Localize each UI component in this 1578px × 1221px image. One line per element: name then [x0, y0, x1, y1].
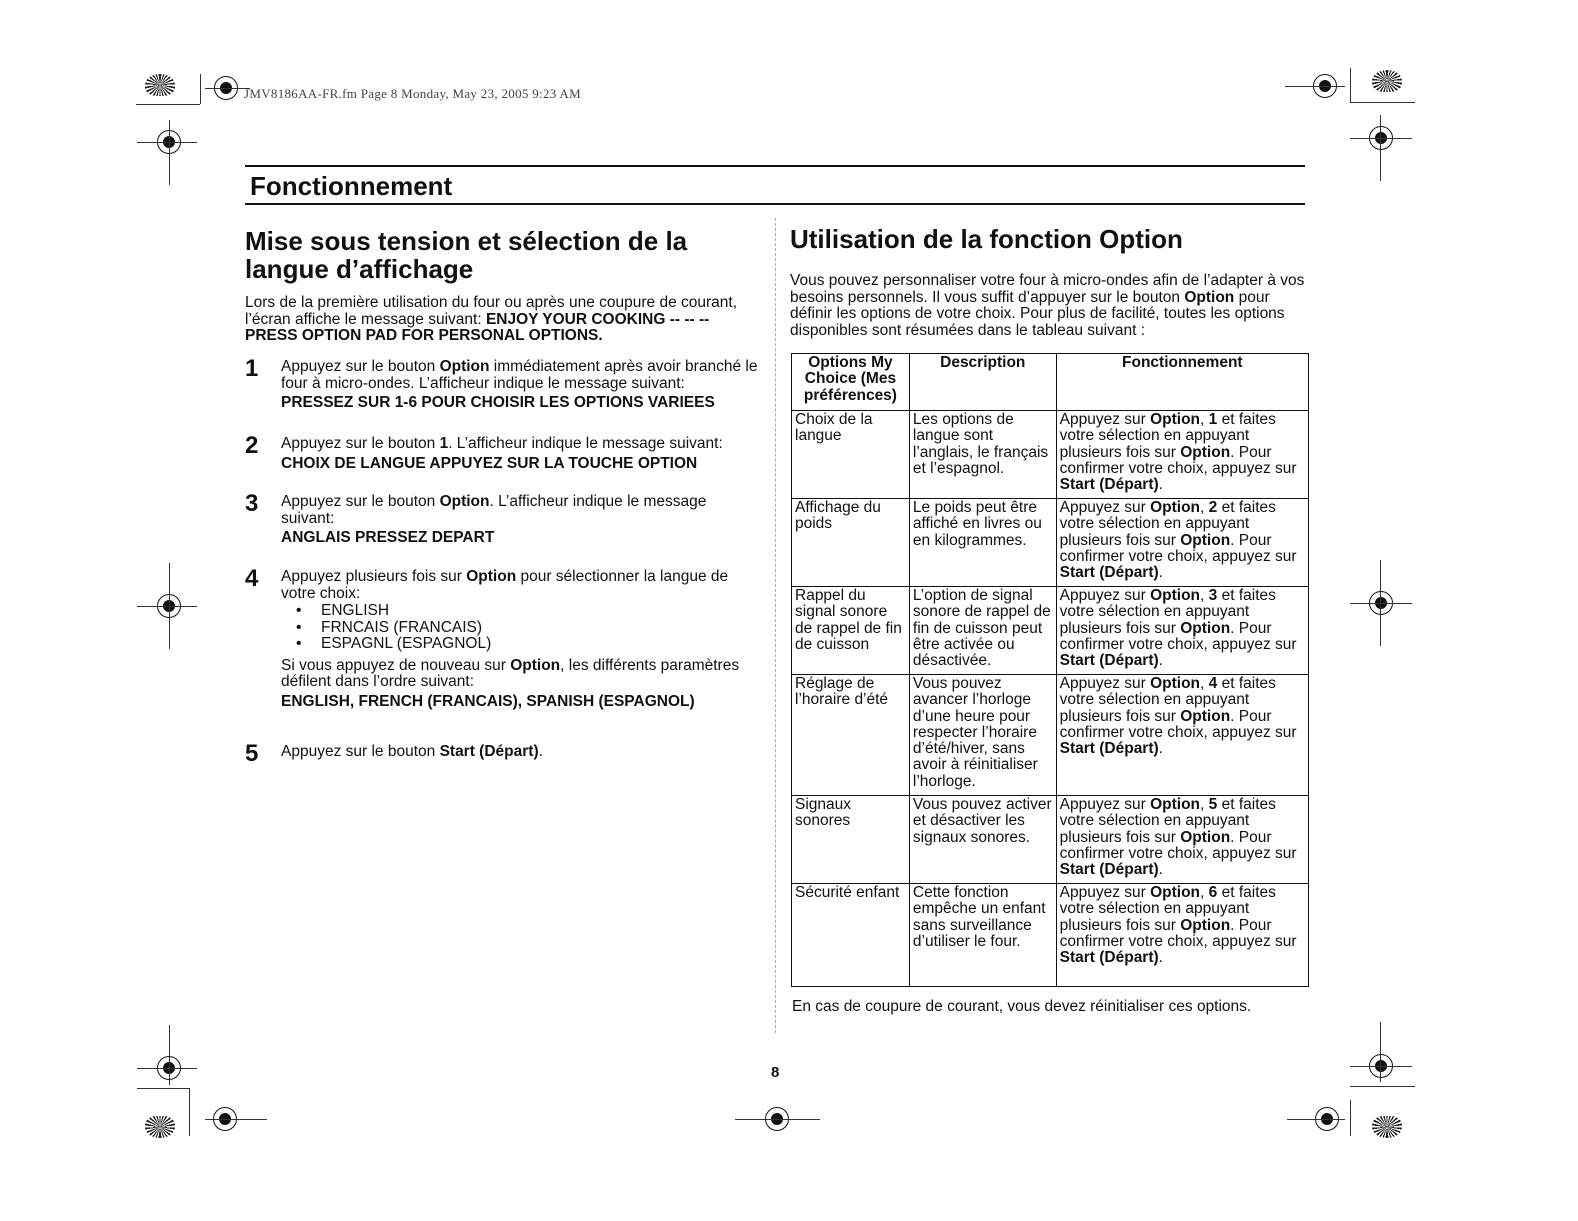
bold-text: Option — [1150, 411, 1201, 428]
text: , — [1200, 675, 1209, 692]
text: Appuyez sur — [1059, 587, 1151, 604]
step-text — [281, 744, 760, 761]
bold-text: 2 — [1208, 499, 1218, 516]
bold-text: Option — [439, 358, 490, 375]
operation-cell — [1056, 884, 1308, 987]
column-header: Fonctionnement — [1056, 354, 1308, 411]
table-row — [792, 675, 1309, 796]
table-row — [792, 796, 1309, 884]
text: . Pour confirmer votre choix, appuyez sur — [1059, 443, 1297, 477]
table-row — [792, 587, 1309, 675]
description-cell: Vous pouvez activer et désactiver les signaux sonores. — [909, 796, 1056, 884]
list-item: • ESPAGNL (ESPAGNOL) — [321, 636, 760, 653]
table-row — [792, 411, 1309, 499]
bold-text: Option — [1150, 884, 1201, 901]
display-message: CHOIX DE LANGUE APPUYEZ SUR LA TOUCHE OPTION — [281, 454, 698, 472]
bold-text: 1 — [439, 435, 449, 452]
operation-cell — [1056, 796, 1308, 884]
text: et faites votre sélection en appuyant plusieurs fois sur — [1059, 587, 1276, 637]
text: et faites votre sélection en appuyant plusieurs fois sur — [1059, 411, 1276, 461]
bold-text: 4 — [1208, 675, 1218, 692]
step-text — [281, 436, 760, 453]
bold-text: Option — [1184, 288, 1235, 306]
bold-text: 1 — [1208, 411, 1218, 428]
bold-text: ENJOY YOUR COOKING -- -- -- PRESS OPTION PAD FOR PERSONAL OPTIONS. — [245, 310, 710, 344]
bold-text: Option — [1180, 531, 1231, 549]
text: Appuyez sur le bouton — [281, 358, 440, 375]
text: Appuyez sur le bouton — [281, 435, 440, 452]
column-header: Description — [909, 354, 1056, 411]
text: , — [1200, 587, 1209, 604]
step-number: 3 — [245, 490, 259, 517]
text: et faites votre sélection en appuyant plusieurs fois sur — [1059, 884, 1276, 934]
left-intro — [245, 295, 765, 345]
bold-text: 5 — [1208, 796, 1218, 813]
text: Appuyez sur — [1059, 796, 1151, 813]
display-message: ANGLAIS PRESSEZ DEPART — [281, 529, 495, 546]
table-row — [792, 884, 1309, 987]
bold-text: Option — [510, 656, 561, 674]
options-table — [791, 353, 1309, 987]
text: . Pour confirmer votre choix, appuyez sur — [1059, 916, 1297, 950]
text: Appuyez sur le bouton — [281, 493, 440, 510]
description-cell: Les options de langue sont l’anglais, le français et l’espagnol. — [909, 411, 1056, 499]
bold-text: Option — [1180, 619, 1231, 637]
text: . — [1158, 564, 1163, 582]
bold-text: Start (Départ) — [439, 743, 539, 760]
bold-text: Start (Départ) — [1059, 652, 1159, 670]
bold-text: Option — [1150, 499, 1201, 516]
page-number: 8 — [771, 1064, 780, 1081]
text: . — [1158, 476, 1163, 494]
column-divider — [775, 218, 776, 1033]
description-cell: L’option de signal sonore de rappel de fin de cuisson peut être activée ou désactivée. — [909, 587, 1056, 675]
text: immédiatement après avoir branché le four à micro-ondes. L’afficheur indique le message suivant: — [281, 358, 758, 392]
bold-text: Option — [1180, 916, 1231, 934]
bold-text: 6 — [1208, 884, 1218, 901]
option-cell: Choix de la langue — [792, 411, 910, 499]
display-message: ENGLISH, FRENCH (FRANCAIS), SPANISH (ESPAGNOL) — [281, 692, 695, 710]
text: . L’afficheur indique le message suivant: — [448, 435, 723, 452]
color-bar-icon — [145, 74, 175, 96]
description-cell: Vous pouvez avancer l’horloge d’une heure pour respecter l’horaire d’été/hiver, sans avoir à réinitialiser l’horloge. — [909, 675, 1056, 796]
option-cell: Signaux sonores — [792, 796, 910, 884]
display-message: PRESSEZ SUR 1-6 POUR CHOISIR LES OPTIONS VARIEES — [281, 394, 715, 411]
bold-text: 3 — [1208, 587, 1218, 604]
column-header: Options My Choice (Mes préférences) — [792, 354, 910, 411]
step-number: 5 — [245, 740, 259, 767]
bold-text: Option — [1150, 796, 1201, 813]
step-text — [281, 494, 760, 527]
text: Appuyez sur — [1059, 884, 1151, 901]
bold-text: Start (Départ) — [1059, 949, 1159, 967]
bold-text: Option — [1180, 828, 1231, 846]
step-3 — [245, 490, 760, 547]
step-text — [281, 658, 760, 691]
text: , — [1200, 499, 1209, 516]
option-cell: Réglage de l’horaire d’été — [792, 675, 910, 796]
text: . — [538, 743, 543, 760]
bold-text: Start (Départ) — [1059, 740, 1159, 758]
option-cell: Rappel du signal sonore de rappel de fin de cuisson — [792, 587, 910, 675]
bold-text: Start (Départ) — [1059, 861, 1159, 879]
text: , — [1200, 411, 1209, 428]
text: et faites votre sélection en appuyant plusieurs fois sur — [1059, 796, 1276, 846]
text: Appuyez sur — [1059, 411, 1151, 428]
text: , — [1200, 884, 1209, 901]
text: . L’afficheur indique le message suivant: — [281, 493, 707, 527]
bold-text: Start (Départ) — [1059, 564, 1159, 582]
text: . — [1158, 949, 1163, 967]
option-cell: Affichage du poids — [792, 499, 910, 587]
description-cell: Le poids peut être affiché en livres ou en kilogrammes. — [909, 499, 1056, 587]
step-4 — [245, 565, 760, 710]
section-title: Fonctionnement — [250, 171, 453, 201]
bold-text: Option — [1150, 675, 1201, 692]
text: Appuyez sur — [1059, 675, 1151, 692]
list-item: • FRNCAIS (FRANCAIS) — [321, 620, 760, 637]
text: Si vous appuyez de nouveau sur — [281, 656, 511, 674]
text: . Pour confirmer votre choix, appuyez sur — [1059, 828, 1297, 862]
text: . — [1158, 740, 1163, 758]
right-intro — [790, 273, 1305, 339]
color-bar-icon — [145, 1116, 175, 1138]
language-list — [281, 603, 760, 653]
right-heading: Utilisation de la fonction Option — [790, 224, 1183, 254]
divider — [245, 165, 1305, 167]
text: Vous pouvez personnaliser votre four à micro-ondes afin de l’adapter à vos besoins personnels. Il vous suffit d’appuyer sur le bouton — [790, 272, 1305, 306]
step-text — [281, 359, 760, 392]
footnote: En cas de coupure de courant, vous devez réinitialiser ces options. — [792, 998, 1252, 1015]
text: . Pour confirmer votre choix, appuyez sur — [1059, 707, 1297, 741]
operation-cell — [1056, 675, 1308, 796]
list-item: • ENGLISH — [321, 603, 760, 620]
left-heading: Mise sous tension et sélection de la langue d’affichage — [245, 226, 688, 284]
step-2 — [245, 432, 760, 472]
divider — [245, 203, 1305, 205]
step-text — [281, 569, 760, 602]
operation-cell — [1056, 499, 1308, 587]
text: et faites votre sélection en appuyant plusieurs fois sur — [1059, 499, 1276, 549]
text: , les différents paramètres défilent dans l’ordre suivant: — [281, 656, 740, 690]
step-5 — [245, 740, 760, 767]
text: Appuyez sur — [1059, 499, 1151, 516]
bold-text: Start (Départ) — [1059, 476, 1159, 494]
step-number: 1 — [245, 355, 259, 382]
text: . — [1158, 652, 1163, 670]
bold-text: Option — [439, 493, 490, 510]
step-1 — [245, 355, 760, 412]
color-bar-icon — [1372, 70, 1402, 92]
operation-cell — [1056, 587, 1308, 675]
text: et faites votre sélection en appuyant plusieurs fois sur — [1059, 675, 1276, 725]
step-number: 2 — [245, 432, 259, 459]
text: pour sélectionner la langue de votre choix: — [281, 568, 729, 602]
text: . Pour confirmer votre choix, appuyez sur — [1059, 619, 1297, 653]
table-row — [792, 499, 1309, 587]
file-header: JMV8186AA-FR.fm Page 8 Monday, May 23, 2005 9:23 AM — [244, 86, 581, 101]
bold-text: Option — [466, 568, 517, 585]
description-cell: Cette fonction empêche un enfant sans surveillance d’utiliser le four. — [909, 884, 1056, 987]
text: . — [1158, 861, 1163, 879]
option-cell: Sécurité enfant — [792, 884, 910, 987]
text: pour définir les options de votre choix. Pour plus de facilité, toutes les options disponibles sont résumées dans le tableau suivant : — [790, 288, 1285, 339]
text: Lors de la première utilisation du four ou après une coupure de courant, l’écran affiche le message suivant: — [245, 294, 737, 328]
bold-text: Option — [1180, 443, 1231, 461]
color-bar-icon — [1372, 1116, 1402, 1138]
text: , — [1200, 796, 1209, 813]
operation-cell — [1056, 411, 1308, 499]
text: Appuyez plusieurs fois sur — [281, 568, 467, 585]
step-number: 4 — [245, 565, 259, 592]
bold-text: Option — [1150, 587, 1201, 604]
text: Appuyez sur le bouton — [281, 743, 440, 760]
text: . Pour confirmer votre choix, appuyez sur — [1059, 531, 1297, 565]
bold-text: Option — [1180, 707, 1231, 725]
